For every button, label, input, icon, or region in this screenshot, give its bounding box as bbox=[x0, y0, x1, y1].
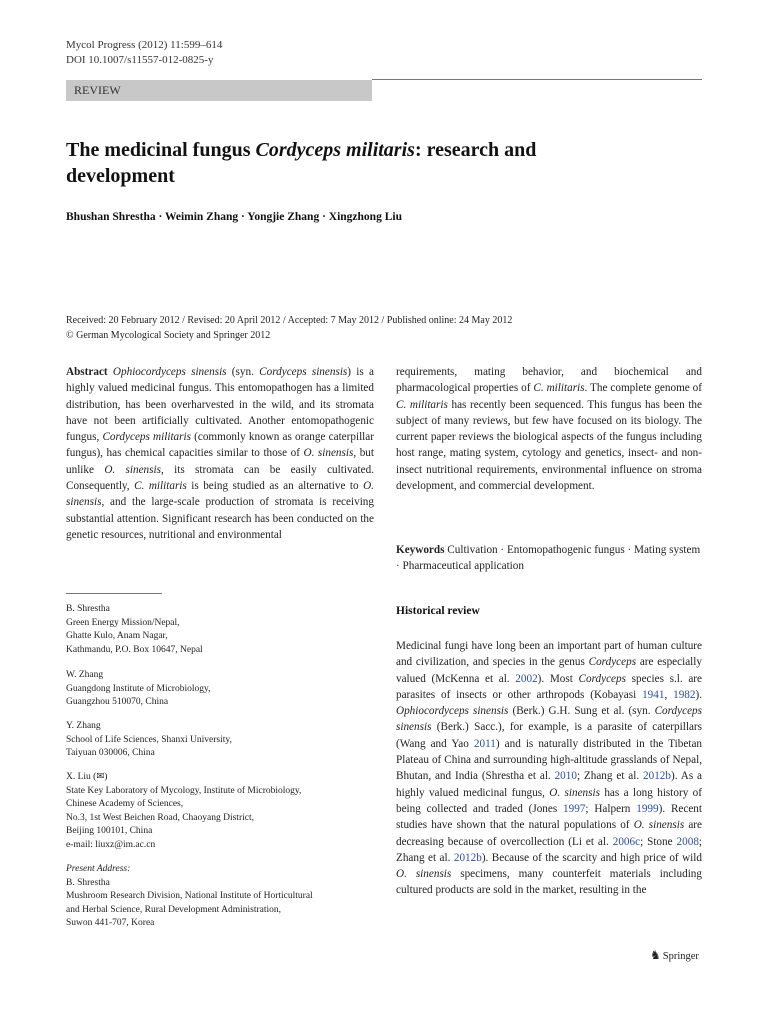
citation-link[interactable]: 2008 bbox=[676, 835, 699, 848]
citation-link[interactable]: 1941 bbox=[642, 688, 665, 701]
corresponding-author: X. Liu (✉) bbox=[66, 772, 108, 782]
affiliation-liu: X. Liu (✉) State Key Laboratory of Mycology, Institute of Microbiology, Chinese Academy of Sciences, No.3, 1st West Beichen Road, Chaoyang District, Beijing 100101, China e-mail: liuxz@im.ac.cn bbox=[66, 771, 366, 853]
citation-link[interactable]: 2011 bbox=[473, 737, 496, 750]
citation-link[interactable]: 2006c bbox=[612, 835, 641, 848]
abstract-right: requirements, mating behavior, and biochemical and pharmacological properties of C. militaris. The complete genome of C. militaris has recently been sequenced. This fungus has been the subject of many reviews, but few have focused on its biology. The current paper reviews the biological aspects of the fungus including host range, mating system, cytology and genetics, insect- and non-insect nutritional requirements, environmental influence on stroma development, and commercial development. bbox=[396, 366, 702, 493]
citation-link[interactable]: 1982 bbox=[673, 688, 696, 701]
citation-link[interactable]: 1999 bbox=[636, 802, 659, 815]
author-email[interactable]: e-mail: liuxz@im.ac.cn bbox=[66, 839, 156, 850]
keywords-label: Keywords bbox=[396, 544, 445, 556]
footnote-rule bbox=[66, 593, 162, 594]
citation-link[interactable]: 2002 bbox=[515, 672, 538, 685]
section-label: REVIEW bbox=[74, 83, 121, 97]
abstract-text: Ophiocordyceps sinensis (syn. Cordyceps sinensis) is a highly valued medicinal fungus. This entomopathogen has a limited distribution, has been overharvested in the wild, and its stromata have not been artificially cultivated. Another entomopathogenic fungus, Cordyceps militaris (commonly known as orange caterpillar fungus), has chemical capacities similar to those of O. sinensis, but unlike O. sinensis, its stromata can be easily cultivated. Consequently, C. militaris is being studied as an alternative to O. sinensis, and the large-scale production of stromata is receiving substantial attention. Significant research has been conducted on the genetic resources, nutritional and environmental bbox=[66, 366, 374, 541]
header-rule bbox=[372, 79, 702, 80]
publisher-name: Springer bbox=[662, 951, 699, 962]
abstract-label: Abstract bbox=[66, 366, 108, 378]
copyright-line: © German Mycological Society and Springer 2012 bbox=[66, 330, 271, 341]
present-address: Present Address: B. Shrestha Mushroom Research Division, National Institute of Horticultural and Herbal Science, Rural Development Administration, Suwon 441-707, Korea bbox=[66, 864, 313, 929]
section-label-bar bbox=[66, 80, 372, 101]
historical-review-text: Medicinal fungi have long been an important part of human culture and civilization, and species in the genus Cordyceps are especially valued (McKenna et al. 2002). Most Cordyceps species s.l. are parasites of insects or other arthropods (Kobayasi 1941, 1982). Ophiocordyceps sinensis (Berk.) G.H. Sung et al. (syn. Cordyceps sinensis (Berk.) Sacc.), for example, is a parasite of caterpillars (Wang and Yao 2011) and is naturally distributed in the Tibetan Plateau of China and surrounding high-altitude grasslands of Nepal, Bhutan, and India (Shrestha et al. 2010; Zhang et al. 2012b). As a highly valued medicinal fungus, O. sinensis has a long history of being collected and traded (Jones 1997; Halpern 1999). Recent studies have shown that the natural populations of O. sinensis are decreasing because of overcollection (Li et al. 2006c; Stone 2008; Zhang et al. 2012b). Because of the scarcity and high price of wild O. sinensis specimens, many counterfeit materials including cultured products are sold in the market, resulting in the bbox=[396, 640, 703, 897]
abstract-left bbox=[66, 364, 374, 543]
journal-header bbox=[66, 38, 222, 68]
publication-history bbox=[66, 313, 706, 343]
citation-link[interactable]: 2012b bbox=[643, 770, 671, 783]
affiliation-shrestha: B. Shrestha Green Energy Mission/Nepal, Ghatte Kulo, Anam Nagar, Kathmandu, P.O. Box 10647, Nepal bbox=[66, 604, 203, 655]
author-list: Bhushan Shrestha · Weimin Zhang · Yongjie Zhang · Xingzhong Liu bbox=[66, 211, 402, 223]
section-heading-historical-review: Historical review bbox=[396, 605, 480, 617]
dates-line: Received: 20 February 2012 / Revised: 20 April 2012 / Accepted: 7 May 2012 / Published online: 24 May 2012 bbox=[66, 315, 513, 326]
journal-citation: Mycol Progress (2012) 11:599–614 bbox=[66, 39, 223, 51]
citation-link[interactable]: 1997 bbox=[563, 802, 586, 815]
title-species: Cordyceps militaris bbox=[255, 139, 415, 161]
keywords bbox=[396, 542, 702, 575]
doi: DOI 10.1007/s11557-012-0825-y bbox=[66, 54, 214, 66]
keywords-text: Cultivation · Entomopathogenic fungus · Mating system · Pharmaceutical application bbox=[396, 544, 701, 573]
citation-link[interactable]: 2010 bbox=[554, 770, 577, 783]
springer-horse-icon: ♞ bbox=[650, 948, 661, 962]
affiliation-zhang-w: W. Zhang Guangdong Institute of Microbiology, Guangzhou 510070, China bbox=[66, 670, 211, 708]
article-title: The medicinal fungus Cordyceps militaris: research and development bbox=[66, 139, 537, 187]
citation-link[interactable]: 2012b bbox=[453, 851, 482, 864]
affiliation-zhang-y: Y. Zhang School of Life Sciences, Shanxi University, Taiyuan 030006, China bbox=[66, 721, 232, 759]
publisher-mark bbox=[650, 948, 699, 963]
